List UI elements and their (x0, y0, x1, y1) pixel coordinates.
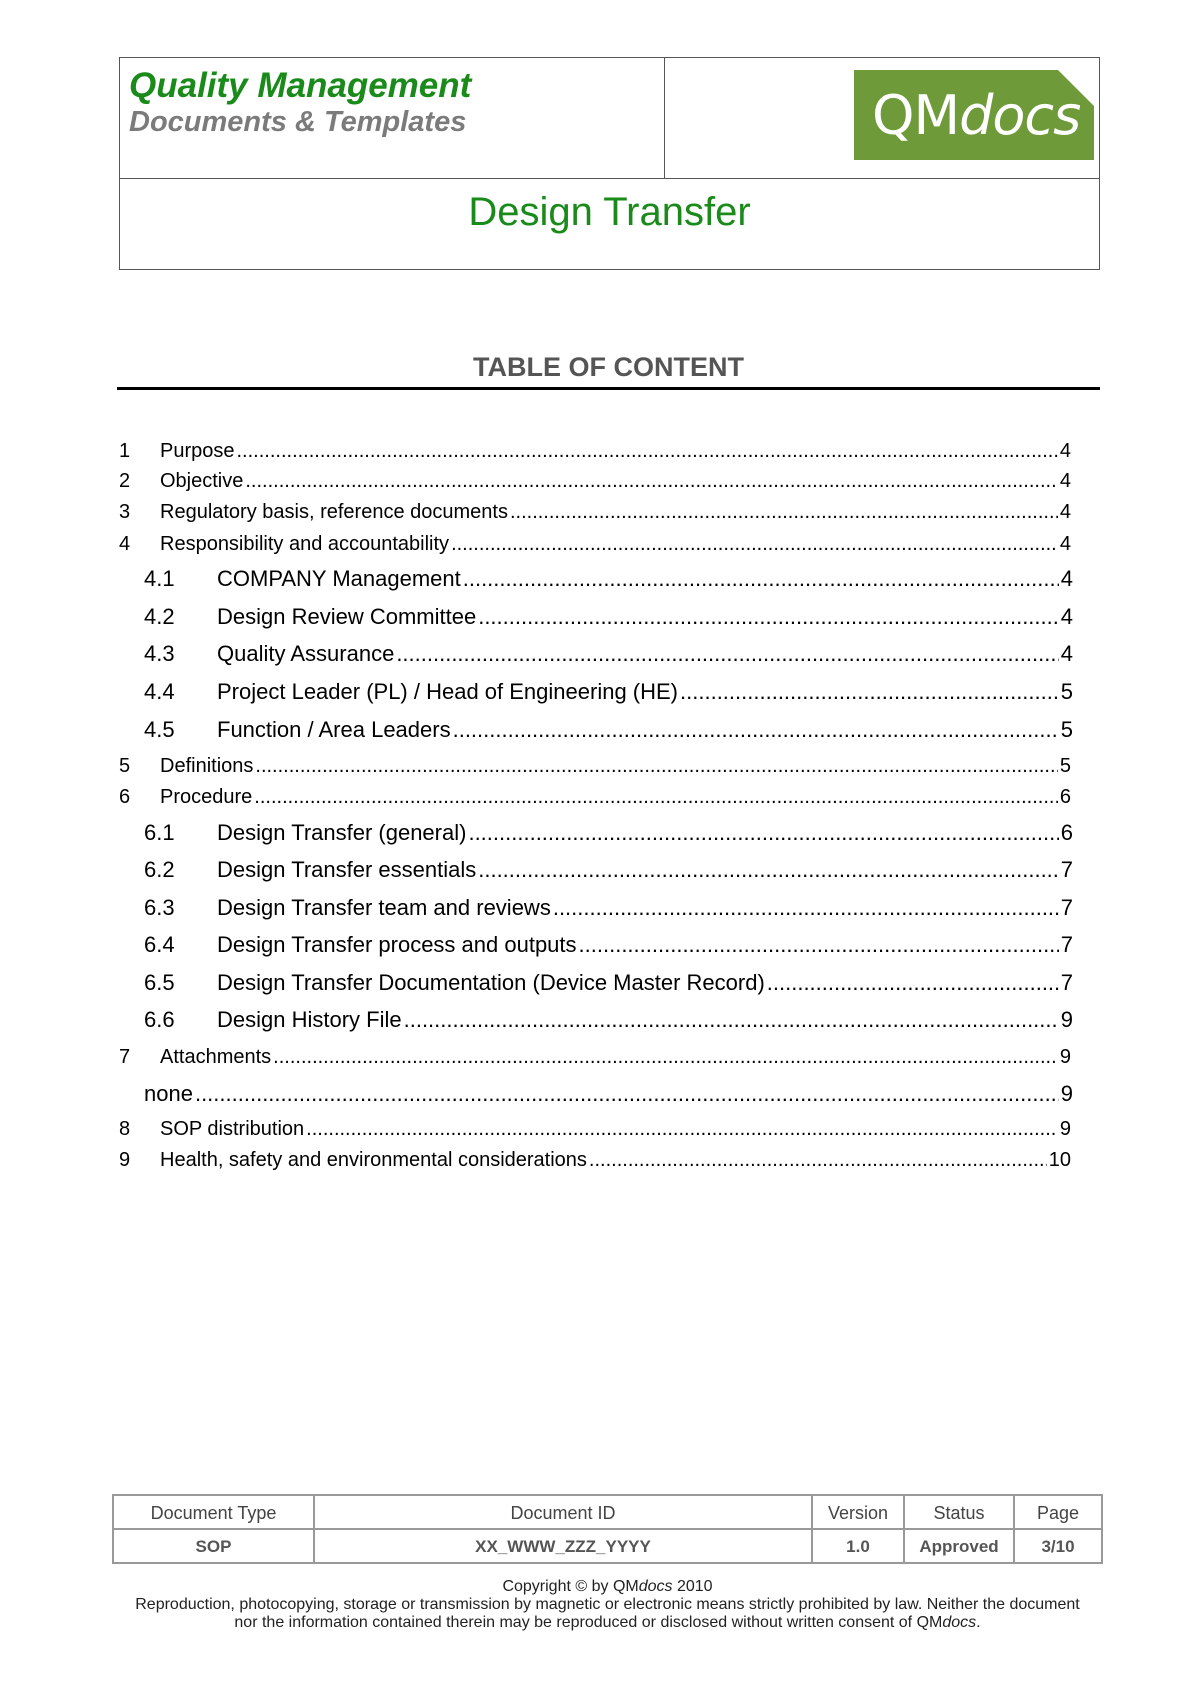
toc-entry-page: 5 (1060, 679, 1073, 704)
toc-entry-number: 7 (119, 1046, 131, 1068)
toc-entry-page: 4 (1059, 470, 1071, 492)
toc-leader-dots (478, 857, 1059, 883)
toc-entry-label: Design Transfer essentials (217, 857, 477, 882)
toc-leader-dots (237, 440, 1058, 463)
version-label: Version (813, 1496, 903, 1530)
toc-entry-page: 4 (1059, 533, 1071, 555)
toc-entry-label: Design Transfer process and outputs (217, 932, 577, 957)
toc-leader-dots (553, 895, 1059, 921)
toc-entry-number: 6.4 (144, 932, 175, 957)
copyright-notice (112, 1578, 1103, 1632)
toc-entry-number: 4.3 (144, 641, 175, 666)
toc-entry-number: 6 (119, 786, 131, 808)
toc-entry[interactable] (144, 1081, 1073, 1107)
toc-entry-number: 3 (119, 501, 131, 523)
doc-id-value: XX_WWW_ZZZ_YYYY (475, 1537, 651, 1556)
logo-text-qm: QM (872, 84, 960, 147)
toc-entry-page: 7 (1060, 932, 1073, 957)
copyright-line-1 (112, 1578, 1103, 1596)
toc-entry-page: 5 (1059, 755, 1071, 777)
toc-entry-page: 6 (1060, 820, 1073, 845)
toc-entry-number: 6.3 (144, 895, 175, 920)
toc-entry-page: 6 (1059, 786, 1071, 808)
toc-entry[interactable] (144, 641, 1073, 667)
toc-entry[interactable] (119, 533, 1071, 556)
copyright-line-3 (112, 1614, 1103, 1632)
toc-entry-page: 7 (1060, 895, 1073, 920)
toc-leader-dots (767, 970, 1059, 996)
toc-entry-label: Procedure (160, 786, 253, 808)
doc-type-value: SOP (195, 1537, 232, 1556)
toc-entry[interactable] (119, 1046, 1071, 1069)
toc-entry-page: 7 (1060, 857, 1073, 882)
status-value: Approved (919, 1537, 999, 1556)
toc-entry[interactable] (119, 501, 1071, 524)
copyright-text: Copyright © by QM (502, 1578, 639, 1595)
toc-entry-label: Design Transfer team and reviews (217, 895, 551, 920)
toc-entry[interactable] (144, 717, 1073, 743)
toc-entry-label: none (144, 1081, 193, 1106)
version-cell (813, 1496, 905, 1562)
version-value: 1.0 (846, 1537, 870, 1556)
toc-entry-page: 4 (1060, 604, 1073, 629)
toc-entry-label: Design History File (217, 1007, 402, 1032)
toc-leader-dots (468, 820, 1058, 846)
toc-entry[interactable] (119, 786, 1071, 809)
toc-leader-dots (478, 604, 1059, 630)
toc-entry-page: 9 (1059, 1046, 1071, 1068)
toc-leader-dots (254, 786, 1058, 809)
toc-entry-page: 5 (1060, 717, 1073, 742)
toc-entry[interactable] (119, 470, 1071, 493)
status-cell (905, 1496, 1015, 1562)
toc-entry[interactable] (144, 932, 1073, 958)
toc-leader-dots (404, 1007, 1059, 1033)
toc-entry-label: Quality Assurance (217, 641, 395, 666)
toc-entry-page: 4 (1060, 641, 1073, 666)
toc-entry-number: 2 (119, 470, 131, 492)
toc-entry-label: Purpose (160, 440, 235, 462)
qmdocs-logo (854, 70, 1094, 160)
toc-leader-dots (579, 932, 1059, 958)
toc-entry-label: Design Review Committee (217, 604, 477, 629)
toc-entry-number: 4.1 (144, 566, 175, 591)
toc-entry[interactable] (144, 679, 1073, 705)
doc-type-cell (114, 1496, 315, 1562)
toc-entry-page: 4 (1059, 440, 1071, 462)
copyright-year: 2010 (672, 1578, 713, 1595)
toc-entry-label: Health, safety and environmental considerations (160, 1149, 587, 1171)
toc-leader-dots (510, 501, 1058, 524)
toc-heading-rule (117, 387, 1100, 390)
toc-entry-number: 8 (119, 1118, 131, 1140)
toc-leader-dots (453, 717, 1059, 743)
copyright-brand: docs (638, 1578, 673, 1595)
toc-entry-label: Objective (160, 470, 244, 492)
toc-leader-dots (396, 641, 1058, 667)
copyright-consent-text: nor the information contained therein may be reproduced or disclosed without written consent of QM (234, 1614, 943, 1631)
toc-entry-page: 9 (1059, 1118, 1071, 1140)
toc-leader-dots (273, 1046, 1058, 1069)
copyright-consent-brand: docs (942, 1614, 977, 1631)
toc-entry[interactable] (144, 1007, 1073, 1033)
header-divider (664, 58, 665, 178)
toc-entry-label: Attachments (160, 1046, 272, 1068)
brand-title: Quality Management (129, 66, 472, 105)
page-cell (1015, 1496, 1101, 1562)
document-header (119, 57, 1100, 270)
toc-entry-page: 9 (1060, 1007, 1073, 1032)
toc-entry[interactable] (119, 1149, 1071, 1172)
toc-entry-number: 4.2 (144, 604, 175, 629)
toc-entry-number: 4.5 (144, 717, 175, 742)
toc-entry-number: 4.4 (144, 679, 175, 704)
doc-id-label: Document ID (315, 1496, 811, 1530)
toc-leader-dots (680, 679, 1059, 705)
toc-entry-number: 5 (119, 755, 131, 777)
toc-entry[interactable] (144, 970, 1073, 996)
toc-entry-label: Design Transfer (general) (217, 820, 467, 845)
toc-entry[interactable] (144, 604, 1073, 630)
toc-entry[interactable] (144, 820, 1073, 846)
document-info-table (112, 1494, 1103, 1564)
toc-entry-label: COMPANY Management (217, 566, 461, 591)
copyright-line-2: Reproduction, photocopying, storage or transmission by magnetic or electronic means strictly prohibited by law. Neither the document (135, 1596, 1080, 1613)
toc-entry-number: 6.2 (144, 857, 175, 882)
toc-entry-label: Design Transfer Documentation (Device Master Record) (217, 970, 765, 995)
toc-entry-page: 4 (1060, 566, 1073, 591)
toc-entry-label: Function / Area Leaders (217, 717, 451, 742)
toc-entry-page: 9 (1060, 1081, 1073, 1106)
toc-leader-dots (463, 566, 1059, 592)
toc-leader-dots (245, 470, 1058, 493)
logo-text-docs: docs (959, 84, 1081, 147)
toc-leader-dots (195, 1081, 1059, 1107)
toc-entry-label: Regulatory basis, reference documents (160, 501, 508, 523)
copyright-consent-end: . (976, 1614, 981, 1631)
toc-entry-page: 10 (1048, 1149, 1071, 1171)
toc-entry-label: Responsibility and accountability (160, 533, 450, 555)
toc-entry-number: 4 (119, 533, 131, 555)
toc-entry-page: 4 (1059, 501, 1071, 523)
toc-entry-number: 9 (119, 1149, 131, 1171)
page-value: 3/10 (1041, 1537, 1075, 1556)
brand-subtitle: Documents & Templates (129, 106, 467, 138)
toc-entry-label: Project Leader (PL) / Head of Engineering (HE) (217, 679, 679, 704)
toc-entry[interactable] (144, 895, 1073, 921)
toc-leader-dots (451, 533, 1058, 556)
toc-entry[interactable] (119, 755, 1071, 778)
toc-entry[interactable] (144, 857, 1073, 883)
logo-text (872, 84, 1080, 147)
toc-leader-dots (306, 1118, 1058, 1141)
status-label: Status (905, 1496, 1013, 1530)
toc-heading: TABLE OF CONTENT (473, 352, 744, 382)
toc-entry[interactable] (119, 1118, 1071, 1141)
page-label: Page (1015, 1496, 1101, 1530)
toc-entry-number: 1 (119, 440, 131, 462)
toc-entry-number: 6.5 (144, 970, 175, 995)
doc-type-label: Document Type (114, 1496, 313, 1530)
toc-entry-number: 6.6 (144, 1007, 175, 1032)
toc-entry-label: Definitions (160, 755, 254, 777)
doc-id-cell (315, 1496, 813, 1562)
toc-entry[interactable] (144, 566, 1073, 592)
toc-leader-dots (589, 1149, 1047, 1172)
header-top-row (120, 58, 1099, 179)
toc-entry-number: 6.1 (144, 820, 175, 845)
toc-entry-label: SOP distribution (160, 1118, 305, 1140)
document-title: Design Transfer (468, 190, 751, 234)
toc-entry[interactable] (119, 440, 1071, 463)
toc-leader-dots (255, 755, 1057, 778)
toc-entry-page: 7 (1060, 970, 1073, 995)
